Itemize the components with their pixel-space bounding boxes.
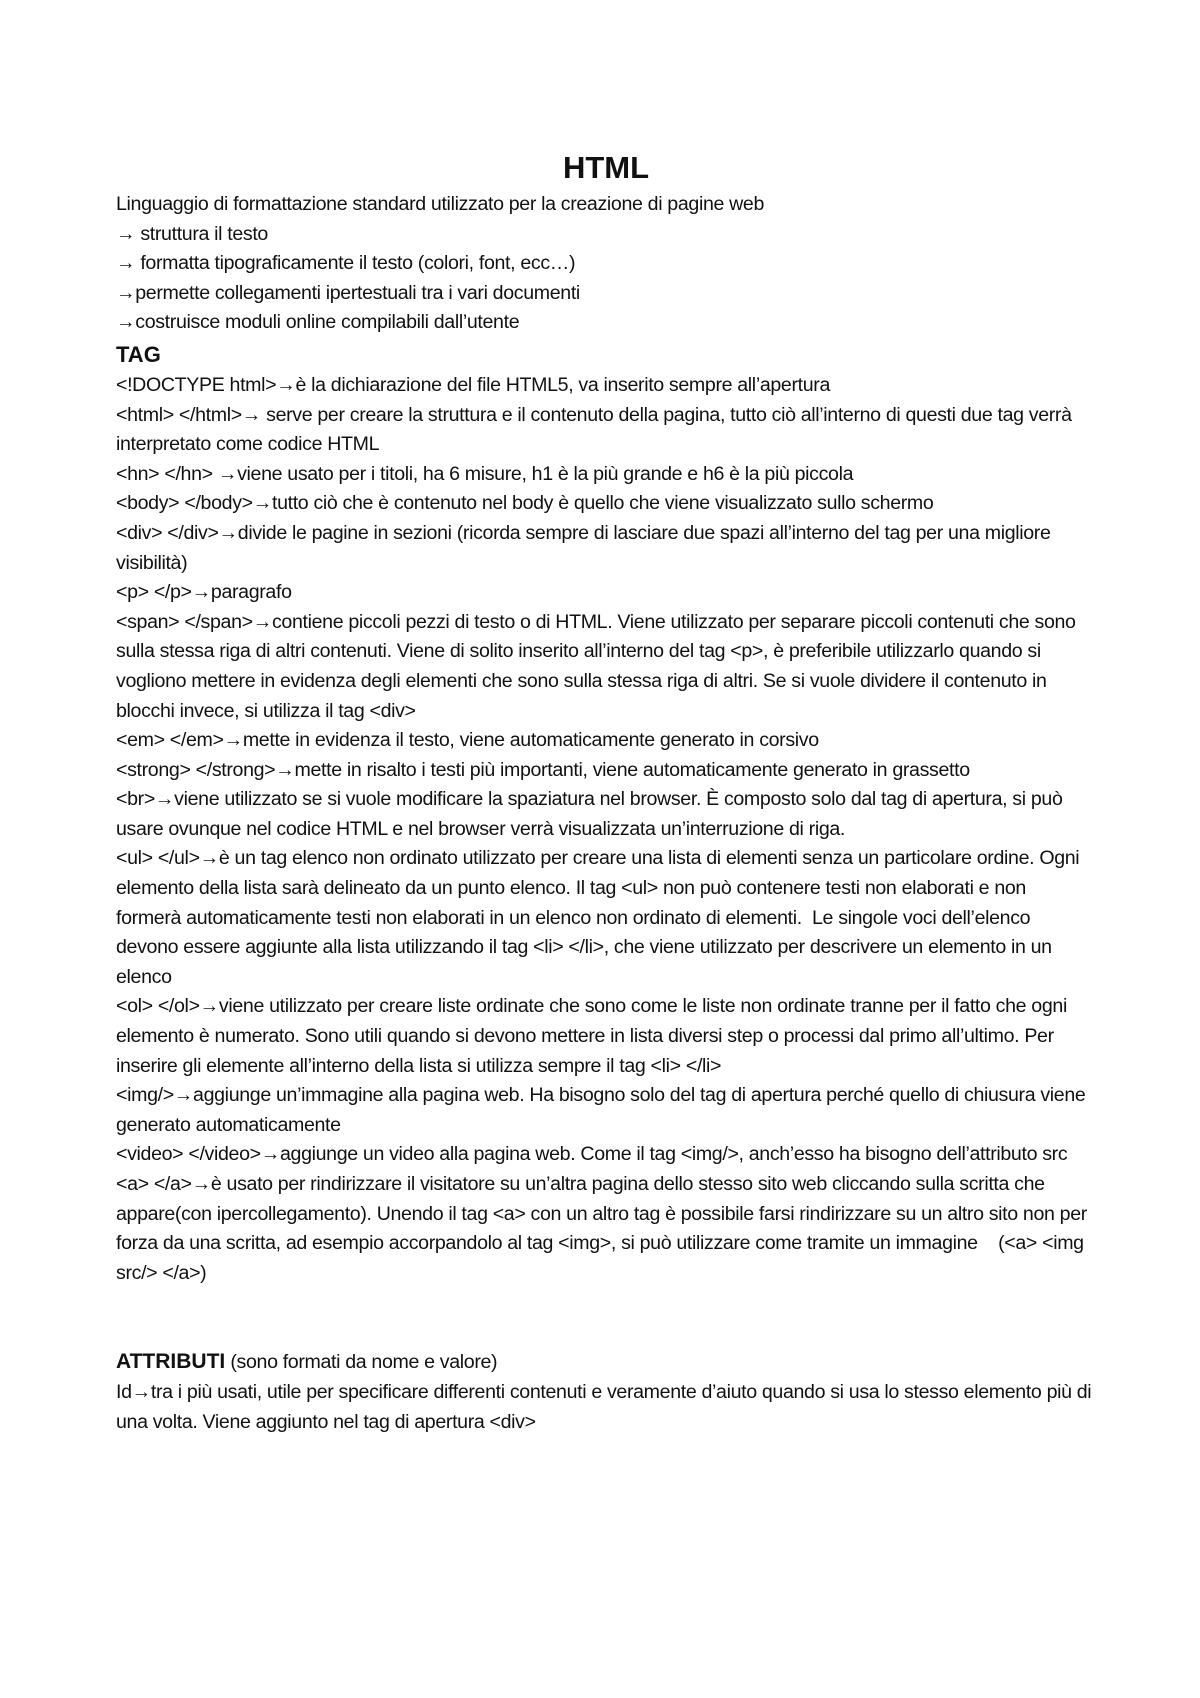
attributes-section-heading: [116, 1347, 1096, 1378]
intro-point: →permette collegamenti ipertestuali tra i vari documenti: [116, 281, 580, 304]
intro-point: → struttura il testo: [116, 222, 268, 245]
tag-entry-em: <em> </em>→mette in evidenza il testo, viene automaticamente generato in corsivo: [116, 729, 819, 752]
tag-entry-body: <body> </body>→tutto ciò che è contenuto nel body è quello che viene visualizzato sullo schermo: [116, 492, 934, 515]
document-page: [116, 146, 1096, 1437]
tag-entry-strong: <strong> </strong>→mette in risalto i testi più importanti, viene automaticamente generato in grassetto: [116, 758, 970, 781]
tag-section-heading: TAG: [116, 341, 161, 367]
tag-entry-doctype: <!DOCTYPE html>→è la dichiarazione del file HTML5, va inserito sempre all’apertura: [116, 373, 830, 396]
intro-point: → formatta tipograficamente il testo (colori, font, ecc…): [116, 252, 576, 275]
attributes-heading-note: (sono formati da nome e valore): [225, 1351, 498, 1374]
section-spacer: [116, 1288, 1096, 1347]
tag-entry-ul: <ul> </ul>→è un tag elenco non ordinato utilizzato per creare una lista di elementi senza un particolare ordine. Ogni elemento della lista sarà delineato da un punto elenco. Il tag <ul> non può contenere testi non elaborati e non formerà automaticamente testi non elaborati in un elenco non ordinato di elementi. Le singole voci dell’elenco devono essere aggiunte alla lista utilizzando il tag <li> </li>, che viene utilizzato per descrivere un elemento in un elenco: [116, 847, 1085, 988]
tag-entry-a: <a> </a>→è usato per rindirizzare il visitatore su un’altra pagina dello stesso sito web cliccando sulla scritta che appare(con ipercollegamento). Unendo il tag <a> con un altro tag è possibile farsi rindirizzare su un altro sito non per forza da una scritta, ad esempio accorpandolo al tag <img>, si può utilizzare come tramite un immagine (<a> <img src/> </a>): [116, 1173, 1093, 1284]
tag-entry-html: <html> </html>→ serve per creare la struttura e il contenuto della pagina, tutto ciò all’interno di questi due tag verrà interpretato come codice HTML: [116, 403, 1077, 456]
intro-definition: Linguaggio di formattazione standard utilizzato per la creazione di pagine web: [116, 193, 765, 215]
page-title: HTML: [562, 150, 650, 185]
tag-entry-hn: <hn> </hn> →viene usato per i titoli, ha 6 misure, h1 è la più grande e h6 è la più piccola: [116, 462, 854, 485]
tag-entry-video: <video> </video>→aggiunge un video alla pagina web. Come il tag <img/>, anch’esso ha bisogno dell’attributo src: [116, 1143, 1068, 1166]
tag-entry-span: <span> </span>→contiene piccoli pezzi di testo o di HTML. Viene utilizzato per separare piccoli contenuti che sono sulla stessa riga di altri contenuti. Viene di solito inserito all’interno del tag <p>, è preferibile utilizzarlo quando si vogliono mettere in evidenza degli elementi che sono sulla stessa riga di altri. Se si vuole dividere il contenuto in blocchi invece, si utilizza il tag <div>: [116, 610, 1081, 722]
attribute-entry-id: Id→tra i più usati, utile per specificare differenti contenuti e veramente d’aiuto quando si usa lo stesso elemento più di una volta. Viene aggiunto nel tag di apertura <div>: [116, 1380, 1097, 1433]
tag-entry-img: <img/>→aggiunge un’immagine alla pagina web. Ha bisogno solo del tag di apertura perché quello di chiusura viene generato automaticamente: [116, 1084, 1091, 1136]
attributes-heading-label: ATTRIBUTI: [116, 1350, 226, 1374]
tag-entry-div: <div> </div>→divide le pagine in sezioni (ricorda sempre di lasciare due spazi all’interno del tag per una migliore visibilità): [116, 521, 1056, 574]
tag-entry-p: <p> </p>→paragrafo: [116, 581, 292, 604]
tag-entry-ol: <ol> </ol>→viene utilizzato per creare liste ordinate che sono come le liste non ordinate tranne per il fatto che ogni elemento è numerato. Sono utili quando si devono mettere in lista diversi step o processi dal primo all’ultimo. Per inserire gli elemente all’interno della lista si utilizza sempre il tag <li> </li>: [116, 995, 1073, 1077]
tag-entry-br: <br>→viene utilizzato se si vuole modificare la spaziatura nel browser. È composto solo dal tag di apertura, si può usare ovunque nel codice HTML e nel browser verrà visualizzata un’interruzione di riga.: [116, 788, 1068, 840]
intro-point: →costruisce moduli online compilabili dall’utente: [116, 311, 520, 334]
